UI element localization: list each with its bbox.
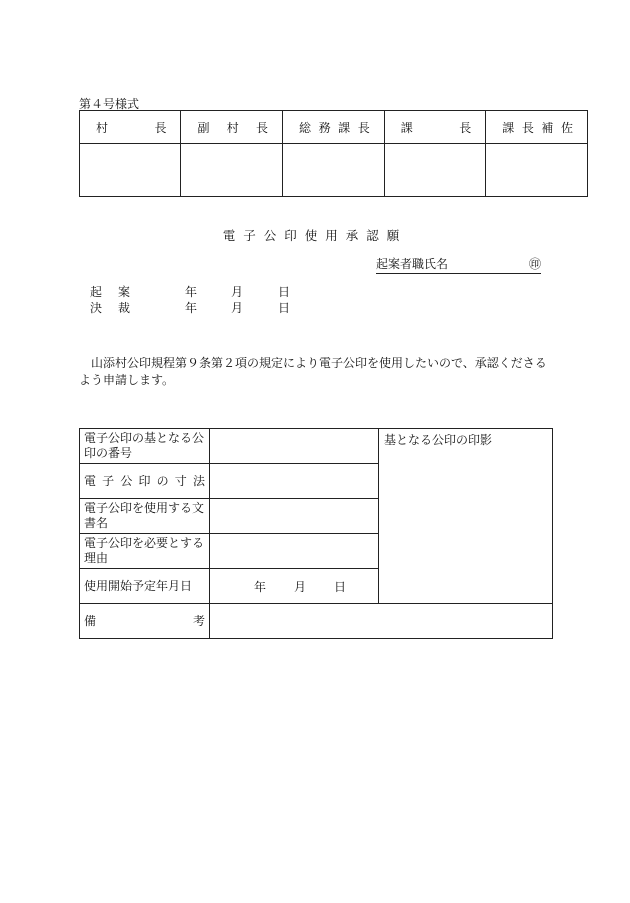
approval-header-section-chief bbox=[384, 111, 485, 144]
approval-header-mayor bbox=[80, 111, 181, 144]
decision-month: 月 bbox=[231, 301, 244, 315]
approval-stamp-table bbox=[79, 110, 588, 197]
approval-header-char: 課 bbox=[400, 120, 413, 135]
approval-stamp-cell[interactable] bbox=[181, 144, 283, 197]
reason-value[interactable] bbox=[210, 534, 379, 569]
approval-header-char: 長 bbox=[521, 120, 534, 135]
seal-number-label: 電子公印の基となる公印の番号 bbox=[80, 429, 210, 464]
seal-detail-table bbox=[79, 428, 553, 639]
document-name-value[interactable] bbox=[210, 499, 379, 534]
remarks-label bbox=[80, 604, 210, 639]
approval-stamp-cell[interactable] bbox=[384, 144, 485, 197]
approval-header-deputy-mayor bbox=[181, 111, 283, 144]
approval-header-char: 務 bbox=[318, 120, 331, 135]
seal-mark: ㊞ bbox=[528, 257, 541, 271]
document-name-label: 電子公印を使用する文書名 bbox=[80, 499, 210, 534]
approval-header-char: 村 bbox=[96, 120, 109, 135]
approval-header-char: 長 bbox=[256, 120, 269, 135]
start-date-value[interactable] bbox=[210, 569, 379, 604]
draft-year: 年 bbox=[185, 285, 198, 299]
seal-size-char: 電 bbox=[84, 473, 97, 488]
seal-impression-label: 基となる公印の印影 bbox=[384, 433, 493, 447]
decision-day: 日 bbox=[278, 301, 291, 315]
remarks-value[interactable] bbox=[210, 604, 553, 639]
seal-size-char: 印 bbox=[138, 473, 151, 488]
date-label-char: 案 bbox=[117, 285, 130, 299]
seal-size-char: 寸 bbox=[174, 473, 187, 488]
draft-label bbox=[90, 283, 130, 300]
reason-label: 電子公印を必要とする理由 bbox=[80, 534, 210, 569]
drafter-line[interactable] bbox=[376, 255, 541, 274]
approval-header-general-affairs-chief bbox=[283, 111, 385, 144]
remarks-char: 備 bbox=[84, 613, 97, 628]
drafter-label: 起案者職氏名 bbox=[376, 257, 449, 271]
document-title: 電子公印使用承認願 bbox=[222, 228, 408, 243]
approval-stamp-cell[interactable] bbox=[486, 144, 588, 197]
approval-header-char: 村 bbox=[226, 120, 239, 135]
remarks-char: 考 bbox=[192, 613, 205, 628]
approval-stamp-cell[interactable] bbox=[283, 144, 385, 197]
approval-header-char: 長 bbox=[459, 120, 472, 135]
approval-header-char: 課 bbox=[502, 120, 515, 135]
approval-header-char: 補 bbox=[541, 120, 554, 135]
seal-size-char: 公 bbox=[120, 473, 133, 488]
approval-header-assistant-chief bbox=[486, 111, 588, 144]
approval-stamp-cell[interactable] bbox=[80, 144, 181, 197]
decision-year: 年 bbox=[185, 301, 198, 315]
seal-size-char: 法 bbox=[192, 473, 205, 488]
seal-impression-cell[interactable] bbox=[379, 429, 553, 604]
approval-header-char: 課 bbox=[338, 120, 351, 135]
start-year: 年 bbox=[253, 579, 266, 594]
seal-size-char: の bbox=[156, 473, 169, 488]
draft-day: 日 bbox=[278, 285, 291, 299]
seal-size-label bbox=[80, 464, 210, 499]
date-label-char: 裁 bbox=[117, 301, 130, 315]
seal-number-value[interactable] bbox=[210, 429, 379, 464]
approval-header-char: 長 bbox=[154, 120, 167, 135]
start-date-label: 使用開始予定年月日 bbox=[80, 569, 210, 604]
seal-size-value[interactable] bbox=[210, 464, 379, 499]
approval-header-char: 副 bbox=[197, 120, 210, 135]
form-number: 第４号様式 bbox=[79, 97, 140, 111]
approval-header-char: 佐 bbox=[560, 120, 573, 135]
request-text: 山添村公印規程第９条第２項の規定により電子公印を使用したいので、承認くださるよう申請します。 bbox=[79, 356, 547, 387]
start-month: 月 bbox=[293, 579, 306, 594]
approval-header-char: 総 bbox=[299, 120, 312, 135]
date-label-char: 起 bbox=[90, 285, 103, 299]
approval-header-char: 長 bbox=[357, 120, 370, 135]
start-day: 日 bbox=[333, 579, 346, 594]
draft-month: 月 bbox=[231, 285, 244, 299]
seal-size-char: 子 bbox=[102, 473, 115, 488]
decision-label bbox=[90, 299, 130, 316]
date-label-char: 決 bbox=[90, 301, 103, 315]
